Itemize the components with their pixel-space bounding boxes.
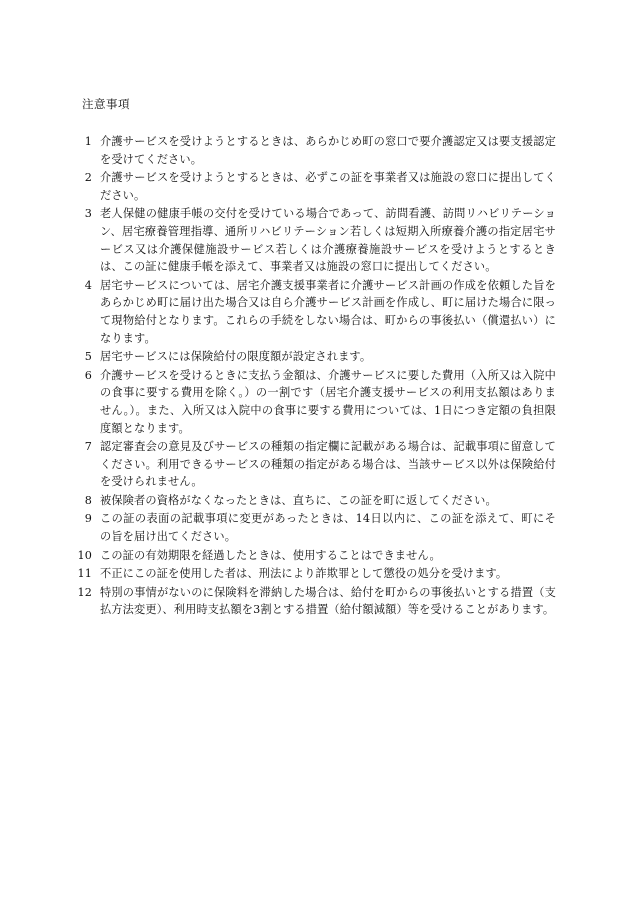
note-item xyxy=(78,584,556,619)
note-text: 認定審査会の意見及びサービスの種類の指定欄に記載がある場合は、記載事項に留意してください。利用できるサービスの種類の指定がある場合は、当該サービス以外は保険給付を受けられません。 xyxy=(100,440,556,489)
note-number: 7 xyxy=(84,440,92,454)
note-text: 介護サービスを受けようとするときは、あらかじめ町の窓口で要介護認定又は要支援認定を受けてください。 xyxy=(100,135,556,166)
note-text: 居宅サービスについては、居宅介護支援事業者に介護サービス計画の作成を依頼した旨をあらかじめ町に届け出た場合又は自ら介護サービス計画を作成し、町に届けた場合に限って現物給付となります。これらの手続をしない場合は、町からの事後払い（償還払い）になります。 xyxy=(100,278,556,345)
note-text: 不正にこの証を使用した者は、刑法により詐欺罪として懲役の処分を受けます。 xyxy=(100,567,508,581)
note-item xyxy=(78,438,556,491)
note-number: 1 xyxy=(84,135,92,148)
note-number: 5 xyxy=(84,350,92,364)
note-text: 介護サービスを受けるときに支払う金額は、介護サービスに要した費用（入所又は入院中の食事に要する費用を除く。）の一割です（居宅介護支援サービスの利用支払額はありません。）。また、入所又は入院中の食事に要する費用については、1日につき定額の負担限度額となります。 xyxy=(100,368,556,435)
note-text: 老人保健の健康手帳の交付を受けている場合であって、訪問看護、訪問リハビリテーション、居宅療養管理指導、通所リハビリテーション若しくは短期入所療養介護の指定居宅サービス又は介護保健施設サービス若しくは介護療養施設サービスを受けようとするときは、この証に健康手帳を添えて、事業者又は施設の窓口に提出してください。 xyxy=(100,207,556,274)
note-item xyxy=(78,565,556,583)
note-number: 11 xyxy=(77,567,92,581)
note-number: 6 xyxy=(84,368,92,382)
note-text: 居宅サービスには保険給付の限度額が設定されます。 xyxy=(100,350,372,364)
note-text: この証の表面の記載事項に変更があったときは、14日以内に、この証を添えて、町にその旨を届け出てください。 xyxy=(100,512,556,544)
note-item xyxy=(78,277,556,347)
note-number: 4 xyxy=(84,278,92,292)
note-number: 9 xyxy=(84,512,92,526)
note-item xyxy=(78,367,556,437)
note-text: 介護サービスを受けようとするときは、必ずこの証を事業者又は施設の窓口に提出してください。 xyxy=(100,171,556,202)
note-text: この証の有効期限を経過したときは、使用することはできません。 xyxy=(100,548,441,562)
note-item xyxy=(78,547,556,565)
note-text: 被保険者の資格がなくなったときは、直ちに、この証を町に返してください。 xyxy=(100,493,497,507)
note-item xyxy=(78,510,556,545)
note-number: 8 xyxy=(84,493,92,507)
note-item xyxy=(78,169,556,204)
note-number: 10 xyxy=(77,548,92,562)
note-item xyxy=(78,133,556,168)
note-item xyxy=(78,205,556,275)
note-number: 12 xyxy=(77,585,92,599)
document-title: 注意事項 xyxy=(82,97,130,111)
note-number: 2 xyxy=(84,171,92,185)
notes-list xyxy=(78,133,556,620)
note-text: 特別の事情がないのに保険料を滞納した場合は、給付を町からの事後払いとする措置（支払方法変更）、利用時支払額を3割とする措置（給付額減額）等を受けることがあります。 xyxy=(100,585,556,617)
note-item xyxy=(78,492,556,510)
note-item xyxy=(78,348,556,366)
note-number: 3 xyxy=(84,207,92,221)
